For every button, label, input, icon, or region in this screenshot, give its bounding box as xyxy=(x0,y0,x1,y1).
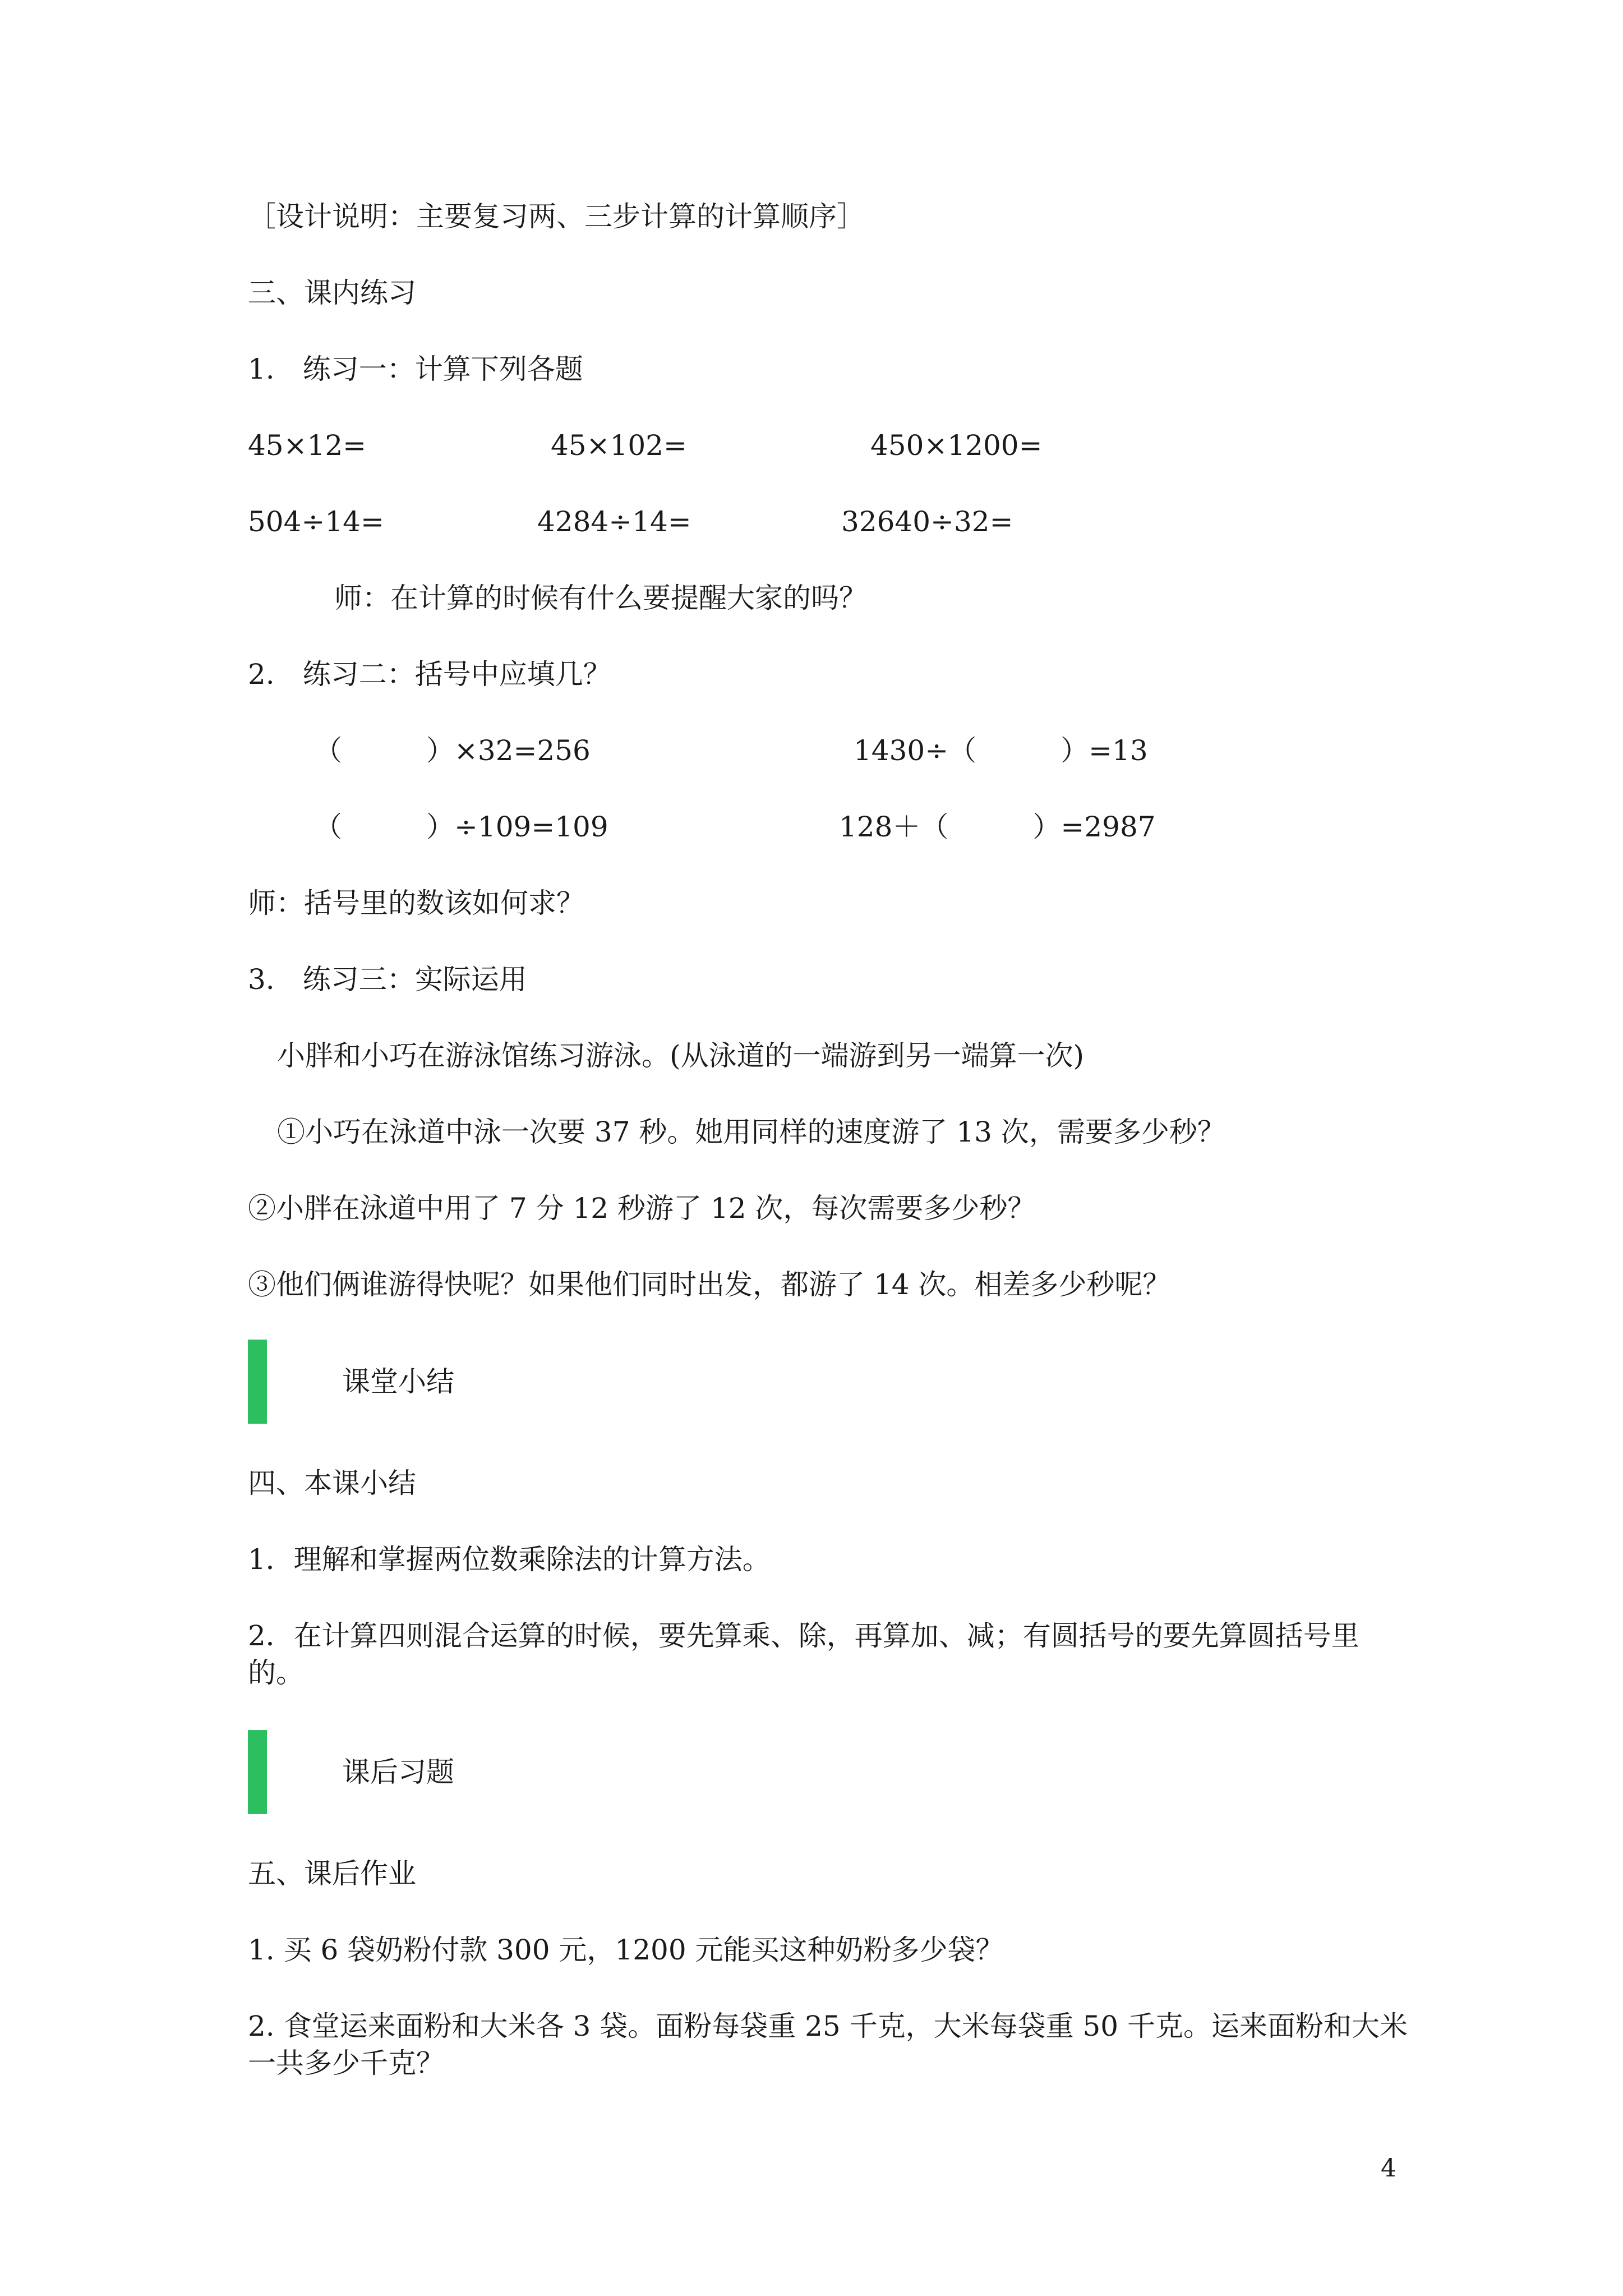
design-note: ［设计说明：主要复习两、三步计算的计算顺序］ xyxy=(248,200,865,233)
ex2-teacher-question: 师：括号里的数该如何求？ xyxy=(248,887,584,919)
section3-heading: 三、课内练习 xyxy=(248,277,416,309)
ex2-row2-item2: 128＋（ ）=2987 xyxy=(839,811,1156,843)
ex1-row1-item3: 450×1200= xyxy=(870,429,1043,462)
ex1-row2-item3: 32640÷32= xyxy=(841,505,1013,538)
section5-item2-line2: 一共多少千克？ xyxy=(248,2047,444,2079)
section4-point2-line1: 2．在计算四则混合运算的时候，要先算乘、除，再算加、减；有圆括号的要先算圆括号里 xyxy=(248,1619,1359,1652)
section4-point1: 1．理解和掌握两位数乘除法的计算方法。 xyxy=(248,1543,771,1576)
section4-point2-line2: 的。 xyxy=(248,1657,304,1689)
homework-section-bar xyxy=(248,1730,267,1814)
homework-section-label: 课后习题 xyxy=(342,1756,454,1788)
ex3-question1: ①小巧在泳道中泳一次要 37 秒。她用同样的速度游了 13 次，需要多少秒？ xyxy=(277,1116,1225,1148)
ex1-row2-item1: 504÷14= xyxy=(248,505,384,538)
section5-item1: 1. 买 6 袋奶粉付款 300 元，1200 元能买这种奶粉多少袋？ xyxy=(248,1934,1004,1966)
ex2-title: 2. 练习二：括号中应填几？ xyxy=(248,658,611,691)
ex1-teacher-question: 师：在计算的时候有什么要提醒大家的吗？ xyxy=(334,582,867,614)
ex1-row2-item2: 4284÷14= xyxy=(537,505,691,538)
section4-heading: 四、本课小结 xyxy=(248,1467,416,1499)
ex2-row1-item2: 1430÷（ ）=13 xyxy=(854,734,1148,767)
ex3-title: 3. 练习三：实际运用 xyxy=(248,963,527,996)
ex1-row1-item1: 45×12= xyxy=(248,429,367,462)
page-number: 4 xyxy=(1381,2154,1396,2183)
summary-section-bar xyxy=(248,1340,267,1424)
section5-item2-line1: 2. 食堂运来面粉和大米各 3 袋。面粉每袋重 25 千克，大米每袋重 50 千克。运来面粉和大米 xyxy=(248,2010,1408,2042)
ex2-row1-item1: （ ）×32=256 xyxy=(314,734,591,767)
ex3-question3: ③他们俩谁游得快呢？如果他们同时出发，都游了 14 次。相差多少秒呢？ xyxy=(248,1268,1171,1301)
ex3-intro: 小胖和小巧在游泳馆练习游泳。(从泳道的一端游到另一端算一次) xyxy=(277,1039,1085,1072)
ex2-row2-item1: （ ）÷109=109 xyxy=(314,811,608,843)
ex3-question2: ②小胖在泳道中用了 7 分 12 秒游了 12 次，每次需要多少秒？ xyxy=(248,1192,1036,1225)
section5-heading: 五、课后作业 xyxy=(248,1857,416,1890)
ex1-title: 1. 练习一：计算下列各题 xyxy=(248,353,583,385)
summary-section-label: 课堂小结 xyxy=(342,1365,454,1398)
ex1-row1-item2: 45×102= xyxy=(551,429,687,462)
